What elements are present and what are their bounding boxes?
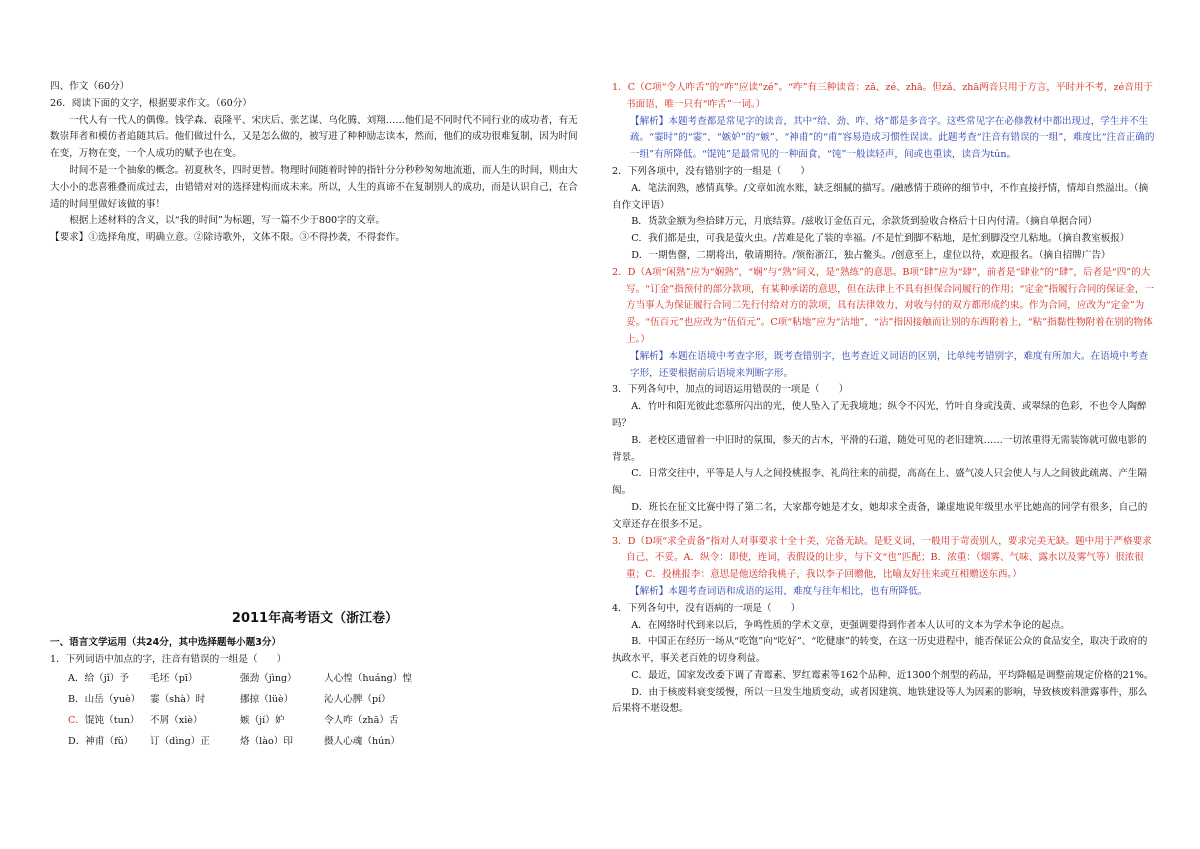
left-column <box>50 0 580 752</box>
essay-heading: 四、作文（60分） <box>50 81 130 92</box>
q1-a-item4: 人心惶（huáng）惶 <box>324 673 412 685</box>
q1-option-c <box>50 710 580 731</box>
a1-answer: 1．C（C项“令人咋舌”的“咋”应读“zé”。“咋”有三种读音：zǎ、zé、zhā。但zǎ、zhā两音只用于方言，平时并不考，zé音用于书面语，唯一只有“咋舌”一词。） <box>612 82 1154 110</box>
q1-b-item4: 沁人心脾（pí） <box>324 694 391 706</box>
q26-para1: 一代人有一代人的偶像。钱学森、袁隆平、宋庆后、张艺谋、乌化腾、刘翔……他们是不同时代不同行业的成功者，有无数崇拜者和模仿者追随其后。他们做过什么，又是怎么做的，被写进了种种励志读本，然而，他们的成功很难复制，因为时间在变，万物在变，一个人成功的赋予也在变。 <box>50 114 578 160</box>
a3-analysis: 【解析】本题考查词语和成语的运用，难度与往年相比，也有所降低。 <box>630 585 928 597</box>
a1-analysis: 【解析】本题考查都是常见字的读音，其中“给、劲、咋、烙”都是多音字。这些常见字在必修教材中都出现过，学生并不生疏。“霎时”的“霎”、“嫉妒”的“嫉”、“神甫”的“甫”容易造成习惯性误读。此题考查“注音有错误的一组”，难度比“注音正确的一组”有所降低。“馄饨”是最常见的一种面食，“饨”一般读轻声，间或也重读，读音为tún。 <box>630 115 1155 161</box>
right-column <box>612 0 1156 718</box>
q1-d-item3: 烙（lào）印 <box>240 736 293 748</box>
section1-heading: 一、语言文学运用（共24分，其中选择题每小题3分） <box>50 636 282 648</box>
q1-d-item4: 摄人心魂（hún） <box>324 736 401 748</box>
exam-title: 2011年高考语文（浙江卷） <box>231 610 399 626</box>
a3-answer: 3．D（D项“求全责备”指对人对事要求十全十美，完备无缺。是贬义词，一般用于苛责别人，要求完美无缺。题中用于严格要求自己，不妥。A．纵令：即使，连词，表假设的让步，与下文“也”匹配；B．浓重：（烟雾、气味、露水以及雾气等）很浓很重；C．投桃报李：意思是他送给我桃子，我以李子回赠他，比喻友好往来或互相赠送东西。） <box>612 535 1152 581</box>
q26-para2: 时间不是一个抽象的概念。初夏秋冬，四时更替。物理时间随着时钟的指针分分秒秒匆匆地流逝，而人生的时间，则由大大小小的悲喜雅叠而成过去，由错错对对的选择建构而成未来。所以，人生的真谛不在复制别人的成功，而是认识自己，在合适的时间里做好该做的事！ <box>50 164 578 210</box>
q1-a-item3: 强劲（jìng） <box>240 673 297 685</box>
q1-option-d <box>50 731 580 752</box>
q3-option-c: C．日常交往中，平等是人与人之间投桃报李、礼尚往来的前提，高高在上、盛气凌人只会使人与人之间彼此疏离、产生隔阂。 <box>612 468 1147 497</box>
q1-option-b <box>50 689 580 710</box>
q1-a-item1: A．给（jǐ）予 <box>68 673 129 685</box>
a2-answer: 2．D（A项“闲熟”应为“娴熟”，“娴”与“熟”同义，是“熟练”的意思。B项“肆”应为“肆”，前者是“肆业”的“肆”，后者是“四”的大写。“订金”指预付的部分款项，有某种承诺的意思，但在法律上不具有担保合同履行的作用；“定金”指履行合同的保证金，一方当事人为保证履行合同二先行付给对方的款项，具有法律效力，对收与付的双方都形成约束。作为合同，应改为“定金”为妥。“伍百元”也应改为“伍佰元”。C项“粘地”应为“沾地”，“沾”指因接触而让别的东西附着上，“粘”指黏性物附着在别的物体上。） <box>612 266 1155 345</box>
q4-option-a: A．在网络时代到来以后，争鸣性质的学术文章，更强调要得到作者本人认可的文本为学术争论的起点。 <box>631 619 1070 631</box>
q2-option-b: B．货款金额为叁拾肆万元，月底结算。/兹收订金伍百元，余款货到验收合格后十日内付清。（摘自单据合同） <box>631 216 1098 228</box>
q4-option-d: D．由于核废料衰变缓慢，所以一旦发生地质变动，或者因建筑、地铁建设等人为因素的影响，导致核废料泄露事件，那么后果将不堪设想。 <box>612 686 1148 715</box>
q3-option-b: B．老校区遗留着一中旧时的氛围，参天的古木，平滑的石道，随处可见的老旧建筑……一切浓重得无需装饰就可做电影的背景。 <box>612 434 1147 463</box>
q1-b-item3: 挪掠（lüè） <box>240 694 294 706</box>
q1-c-item3: 嫉（jí）妒 <box>240 715 285 727</box>
a2-analysis: 【解析】本题在语境中考查字形，既考查错别字，也考查近义词语的区别，比单纯考错别字，难度有所加大。在语境中考查字形，还要根据前后语境来判断字形。 <box>630 350 1149 379</box>
q2-stem: 2．下列各项中，没有错别字的一组是（ ） <box>612 165 810 177</box>
q1-d-item2: 订（dìng）正 <box>150 736 210 748</box>
q1-b-item2: 霎（shà）时 <box>150 694 206 706</box>
q26-para3: 根据上述材料的含义，以“我的时间”为标题，写一篇不少于800字的文章。 <box>69 215 386 227</box>
q26-prompt: 26．阅读下面的文字，根据要求作文。（60分） <box>50 97 252 109</box>
q26-requirement: 【要求】①选择角度，明确立意。②除诗歌外，文体不限。③不得抄袭，不得套作。 <box>50 232 405 244</box>
q2-option-c: C．我们都是虫，可我是萤火虫。/苦难是化了装的幸福。/不是忙到脚不粘地，是忙到脚没空儿粘地。（摘自教室板报） <box>631 233 1130 245</box>
q1-b-item1: B．山岳（yuè） <box>68 694 141 706</box>
q4-option-b: B．中国正在经历一场从“吃饱”向“吃好”、“吃健康”的转变，在这一历史进程中，能否保证公众的食品安全，取决于政府的执政水平，事关老百姓的切身利益。 <box>612 636 1148 665</box>
q1-c-item1: C．馄饨（tun） <box>68 715 140 727</box>
q1-c-item4: 令人咋（zhā）舌 <box>324 715 399 727</box>
q1-stem: 1．下列词语中加点的字，注音有错误的一组是（ ） <box>50 653 287 665</box>
q1-d-item1: D．神甫（fǔ） <box>68 736 134 748</box>
q1-c-item2: 不屑（xiè） <box>150 715 203 727</box>
q3-stem: 3．下列各句中，加点的词语运用错误的一项是（ ） <box>612 384 849 396</box>
q2-option-d: D．一期售罄，二期将出，敬请期待。/领衔浙江，独占鳌头。/创意至上，虚位以待，欢迎报名。（摘自招牌广告） <box>631 249 1111 261</box>
q1-a-item2: 毛坯（pī） <box>150 673 198 685</box>
q3-option-d: D．班长在征文比赛中得了第二名，大家都夸她是才女，她却求全责备，谦虚地说年级里水平比她高的同学有很多，自己的文章还存在很多不足。 <box>612 501 1148 530</box>
q2-option-a: A．笔法润熟，感情真挚。/文章如流水账，缺乏细腻的描写。/融感情于琐碎的细节中，不作直接抒情，情却自然溢出。（摘自作文评语） <box>612 182 1149 211</box>
q4-option-c: C．最近，国家发改委下调了青霉素、罗红霉素等162个品种、近1300个剂型的药品，平均降幅是调整前规定价格的21%。 <box>631 669 1154 681</box>
q1-option-a <box>50 668 580 689</box>
q4-stem: 4．下列各句中，没有语病的一项是（ ） <box>612 602 801 614</box>
q3-option-a: A．竹叶和阳光彼此恋慕所闪出的光，使人坠入了无我境地；纵令不闪光，竹叶自身或浅黄、或翠绿的色彩，不也令人陶醉吗？ <box>612 401 1147 429</box>
